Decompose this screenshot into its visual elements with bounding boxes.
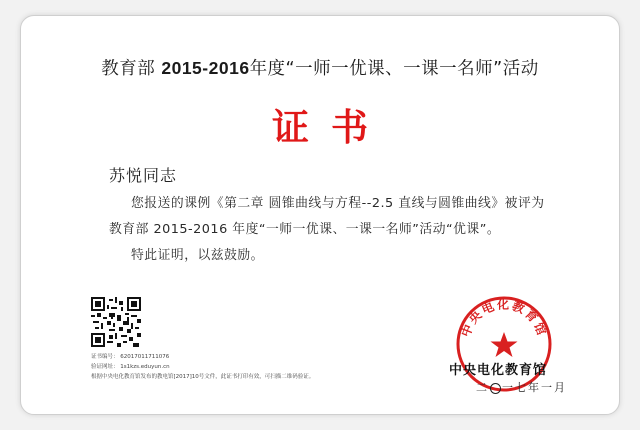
qr-code-icon [91, 297, 141, 347]
issue-date: 二 一七年一月 [476, 381, 567, 394]
seal-text: 中央电化教育馆 [458, 297, 550, 339]
verify-url: 验证网址： 1s1kzs.eduyun.cn [91, 364, 170, 370]
body-line-2: 教育部 2015-2016 年度“一师一优课、一课一名师”活动“优课”。 [109, 222, 501, 237]
body-line-3: 特此证明，以兹鼓励。 [131, 248, 264, 263]
heading-activity: 年度“一师一优课、一课一名师”活动 [249, 59, 539, 79]
issuer-name: 中央电化教育馆 [449, 363, 548, 378]
certificate-heading [21, 55, 619, 80]
certificate-title: 证书 [272, 105, 390, 149]
body-line-1: 您报送的课例《第二章 圆锥曲线与方程--2.5 直线与圆锥曲线》被评为 [131, 196, 545, 211]
footnote: 根据中央电化教育馆发布的教电馆[2017]10号文件，此证书打印有效，可扫描二维码验证。 [91, 374, 315, 380]
certificate-number: 证书编号： 62017011711076 [91, 354, 170, 360]
heading-year: 2015-2016 [161, 58, 250, 78]
heading-org: 教育部 [101, 59, 156, 79]
certificate-card [20, 15, 620, 415]
certificate-body [109, 191, 579, 269]
certificate-meta [91, 352, 314, 382]
recipient-name: 苏悦同志 [109, 166, 178, 185]
zero-circle-icon [490, 383, 501, 394]
